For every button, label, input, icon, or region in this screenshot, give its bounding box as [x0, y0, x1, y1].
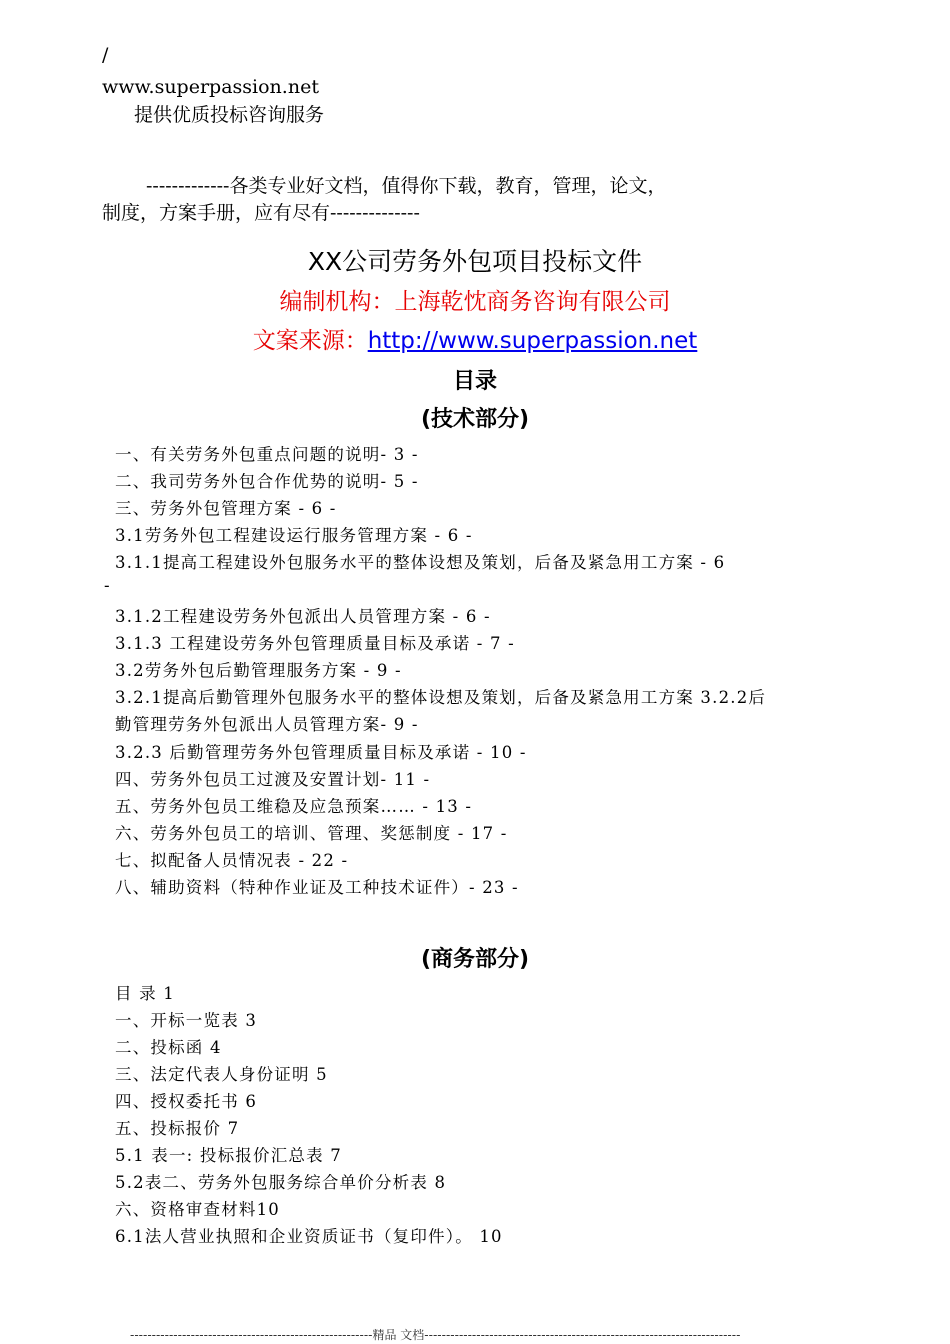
toc-item: 3.1劳务外包工程建设运行服务管理方案 - 6 -: [115, 526, 473, 545]
toc-item: 5.1 表一: 投标报价汇总表 7: [115, 1146, 342, 1165]
toc-item: 七、拟配备人员情况表 - 22 -: [115, 851, 349, 870]
technical-section-heading: (技术部分): [420, 407, 530, 432]
toc-item: 3.1.2工程建设劳务外包派出人员管理方案 - 6 -: [115, 607, 491, 626]
toc-item: 八、辅助资料（特种作业证及工种技术证件）- 23 -: [115, 878, 519, 897]
banner-line-2: 制度，方案手册，应有尽有--------------: [102, 202, 420, 224]
toc-item: 二、我司劳务外包合作优势的说明- 5 -: [115, 472, 419, 491]
toc-item: 五、投标报价 7: [115, 1119, 240, 1138]
source-link[interactable]: http://www.superpassion.net: [367, 328, 698, 354]
toc-item: 四、劳务外包员工过渡及安置计划- 11 -: [115, 770, 431, 789]
header-tagline: 提供优质投标咨询服务: [134, 104, 325, 126]
toc-item: -: [104, 576, 111, 595]
toc-item: 3.2劳务外包后勤管理服务方案 - 9 -: [115, 661, 402, 680]
toc-item: 目 录 1: [115, 984, 175, 1003]
header-website: www.superpassion.net: [102, 76, 319, 98]
toc-title: 目录: [452, 369, 497, 394]
toc-item: 三、劳务外包管理方案 - 6 -: [115, 499, 337, 518]
source-label: 文案来源：: [252, 328, 368, 354]
toc-item: 3.1.3 工程建设劳务外包管理质量目标及承诺 - 7 -: [115, 634, 515, 653]
business-section-heading: (商务部分): [420, 947, 530, 972]
toc-item: 五、劳务外包员工维稳及应急预案…… - 13 -: [115, 797, 473, 816]
toc-item: 3.2.3 后勤管理劳务外包管理质量目标及承诺 - 10 -: [115, 743, 527, 762]
source-line: [0, 322, 950, 355]
toc-item: 5.2表二、劳务外包服务综合单价分析表 8: [115, 1173, 447, 1192]
toc-item: 四、授权委托书 6: [115, 1092, 258, 1111]
toc-item: 3.1.1提高工程建设外包服务水平的整体设想及策划，后备及紧急用工方案 - 6: [115, 553, 726, 572]
toc-item: 一、开标一览表 3: [115, 1011, 258, 1030]
header-slash: /: [102, 44, 109, 66]
toc-item: 三、法定代表人身份证明 5: [115, 1065, 328, 1084]
banner-line-1: -------------各类专业好文档，值得你下载，教育，管理，论文，: [146, 175, 667, 197]
toc-item: 一、有关劳务外包重点问题的说明- 3 -: [115, 445, 419, 464]
toc-item: 二、投标函 4: [115, 1038, 222, 1057]
document-title: XX公司劳务外包项目投标文件: [307, 247, 643, 276]
compiling-organization: 编制机构：上海乾忱商务咨询有限公司: [279, 289, 671, 315]
toc-item: 六、劳务外包员工的培训、管理、奖惩制度 - 17 -: [115, 824, 508, 843]
toc-item: 六、资格审查材料10: [115, 1200, 280, 1219]
toc-item: 勤管理劳务外包派出人员管理方案- 9 -: [115, 715, 419, 734]
page-footer: --------------------------------------------------------精品 文档-------------------------------------------------------------------------: [130, 1328, 741, 1342]
toc-item: 3.2.1提高后勤管理外包服务水平的整体设想及策划，后备及紧急用工方案 3.2.2后: [115, 688, 767, 707]
toc-item: 6.1法人营业执照和企业资质证书（复印件）。 10: [115, 1227, 503, 1246]
